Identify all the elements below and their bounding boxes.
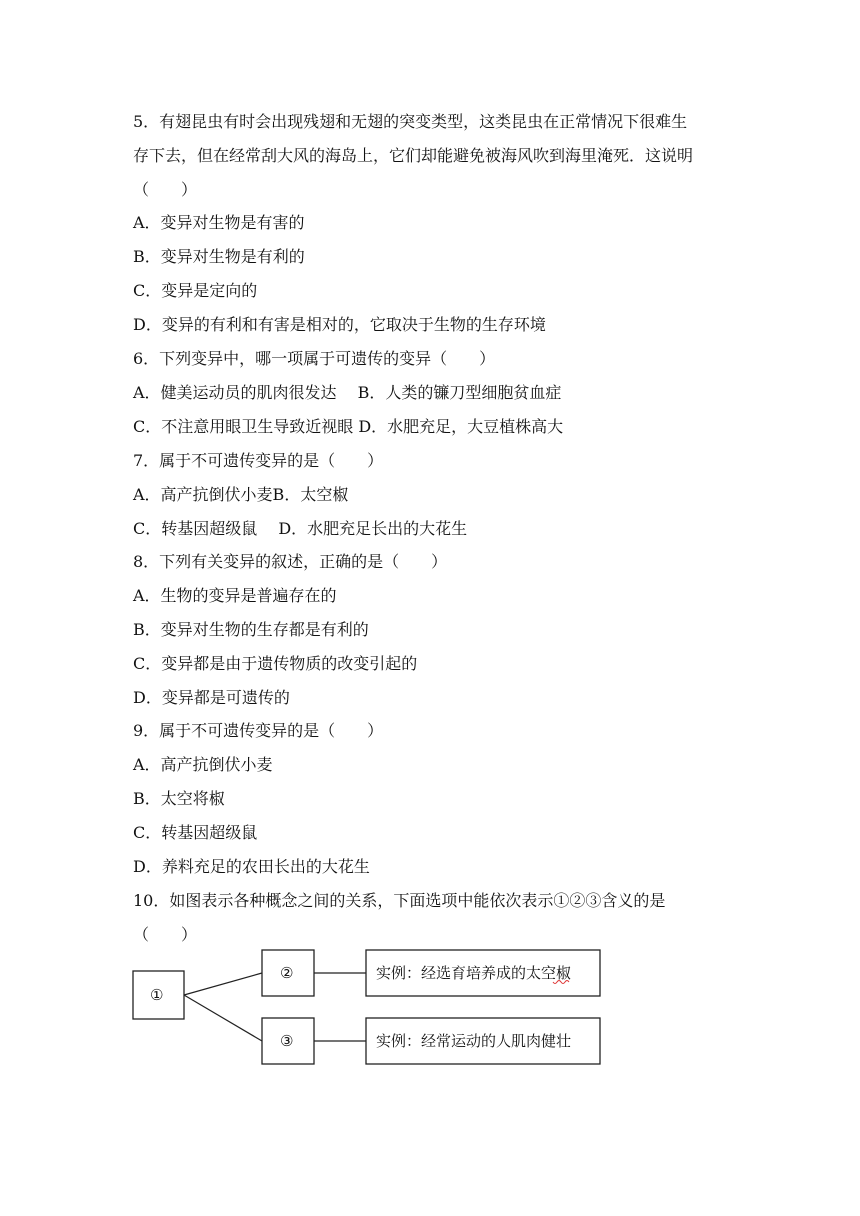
q8-option-b: B．变异对生物的生存都是有利的 xyxy=(133,620,369,639)
q5-stem-line-3: （ ） xyxy=(133,180,198,199)
q7-options-cd: C．转基因超级鼠 D．水肥充足长出的大花生 xyxy=(133,519,468,538)
q10-stem-line-1: 10．如图表示各种概念之间的关系，下面选项中能依次表示①②③含义的是 xyxy=(133,891,666,910)
connector-1-3 xyxy=(184,995,262,1041)
q9-option-c: C．转基因超级鼠 xyxy=(133,823,258,842)
q5-stem-line-1: 5．有翅昆虫有时会出现残翅和无翅的突变类型，这类昆虫在正常情况下很难生 xyxy=(133,112,688,131)
q8-stem: 8．下列有关变异的叙述，正确的是（ ） xyxy=(133,552,448,571)
q7-stem: 7．属于不可遗传变异的是（ ） xyxy=(133,451,384,470)
q8-option-a: A．生物的变异是普遍存在的 xyxy=(133,586,337,605)
q10-stem-line-2: （ ） xyxy=(133,925,198,944)
q6-options-ab: A．健美运动员的肌肉很发达 B．人类的镰刀型细胞贫血症 xyxy=(133,383,562,402)
q5-option-b: B．变异对生物是有利的 xyxy=(133,247,305,266)
q5-option-d: D．变异的有利和有害是相对的，它取决于生物的生存环境 xyxy=(133,315,546,334)
q8-option-d: D．变异都是可遗传的 xyxy=(133,688,290,707)
q7-options-ab: A．高产抗倒伏小麦B．太空椒 xyxy=(133,485,349,504)
q5-stem-line-2: 存下去，但在经常刮大风的海岛上，它们却能避免被海风吹到海里淹死．这说明 xyxy=(133,146,694,165)
q9-option-a: A．高产抗倒伏小麦 xyxy=(133,755,273,774)
node-3-label: ③ xyxy=(280,1032,294,1050)
q8-option-c: C．变异都是由于遗传物质的改变引起的 xyxy=(133,654,418,673)
q6-stem: 6．下列变异中，哪一项属于可遗传的变异（ ） xyxy=(133,349,496,368)
q5-option-a: A．变异对生物是有害的 xyxy=(133,213,305,232)
q6-options-cd: C．不注意用眼卫生导致近视眼 D．水肥充足，大豆植株高大 xyxy=(133,417,564,436)
q9-option-b: B．太空将椒 xyxy=(133,789,225,808)
q5-option-c: C．变异是定向的 xyxy=(133,281,258,300)
node-1-label: ① xyxy=(150,986,164,1004)
connector-1-2 xyxy=(184,973,262,995)
q9-stem: 9．属于不可遗传变异的是（ ） xyxy=(133,721,384,740)
node-2-label: ② xyxy=(280,964,294,982)
example-top-label: 实例：经选育培养成的太空椒 xyxy=(376,964,572,982)
q9-option-d: D．养料充足的农田长出的大花生 xyxy=(133,857,370,876)
example-bottom-label: 实例：经常运动的人肌肉健壮 xyxy=(376,1032,572,1050)
